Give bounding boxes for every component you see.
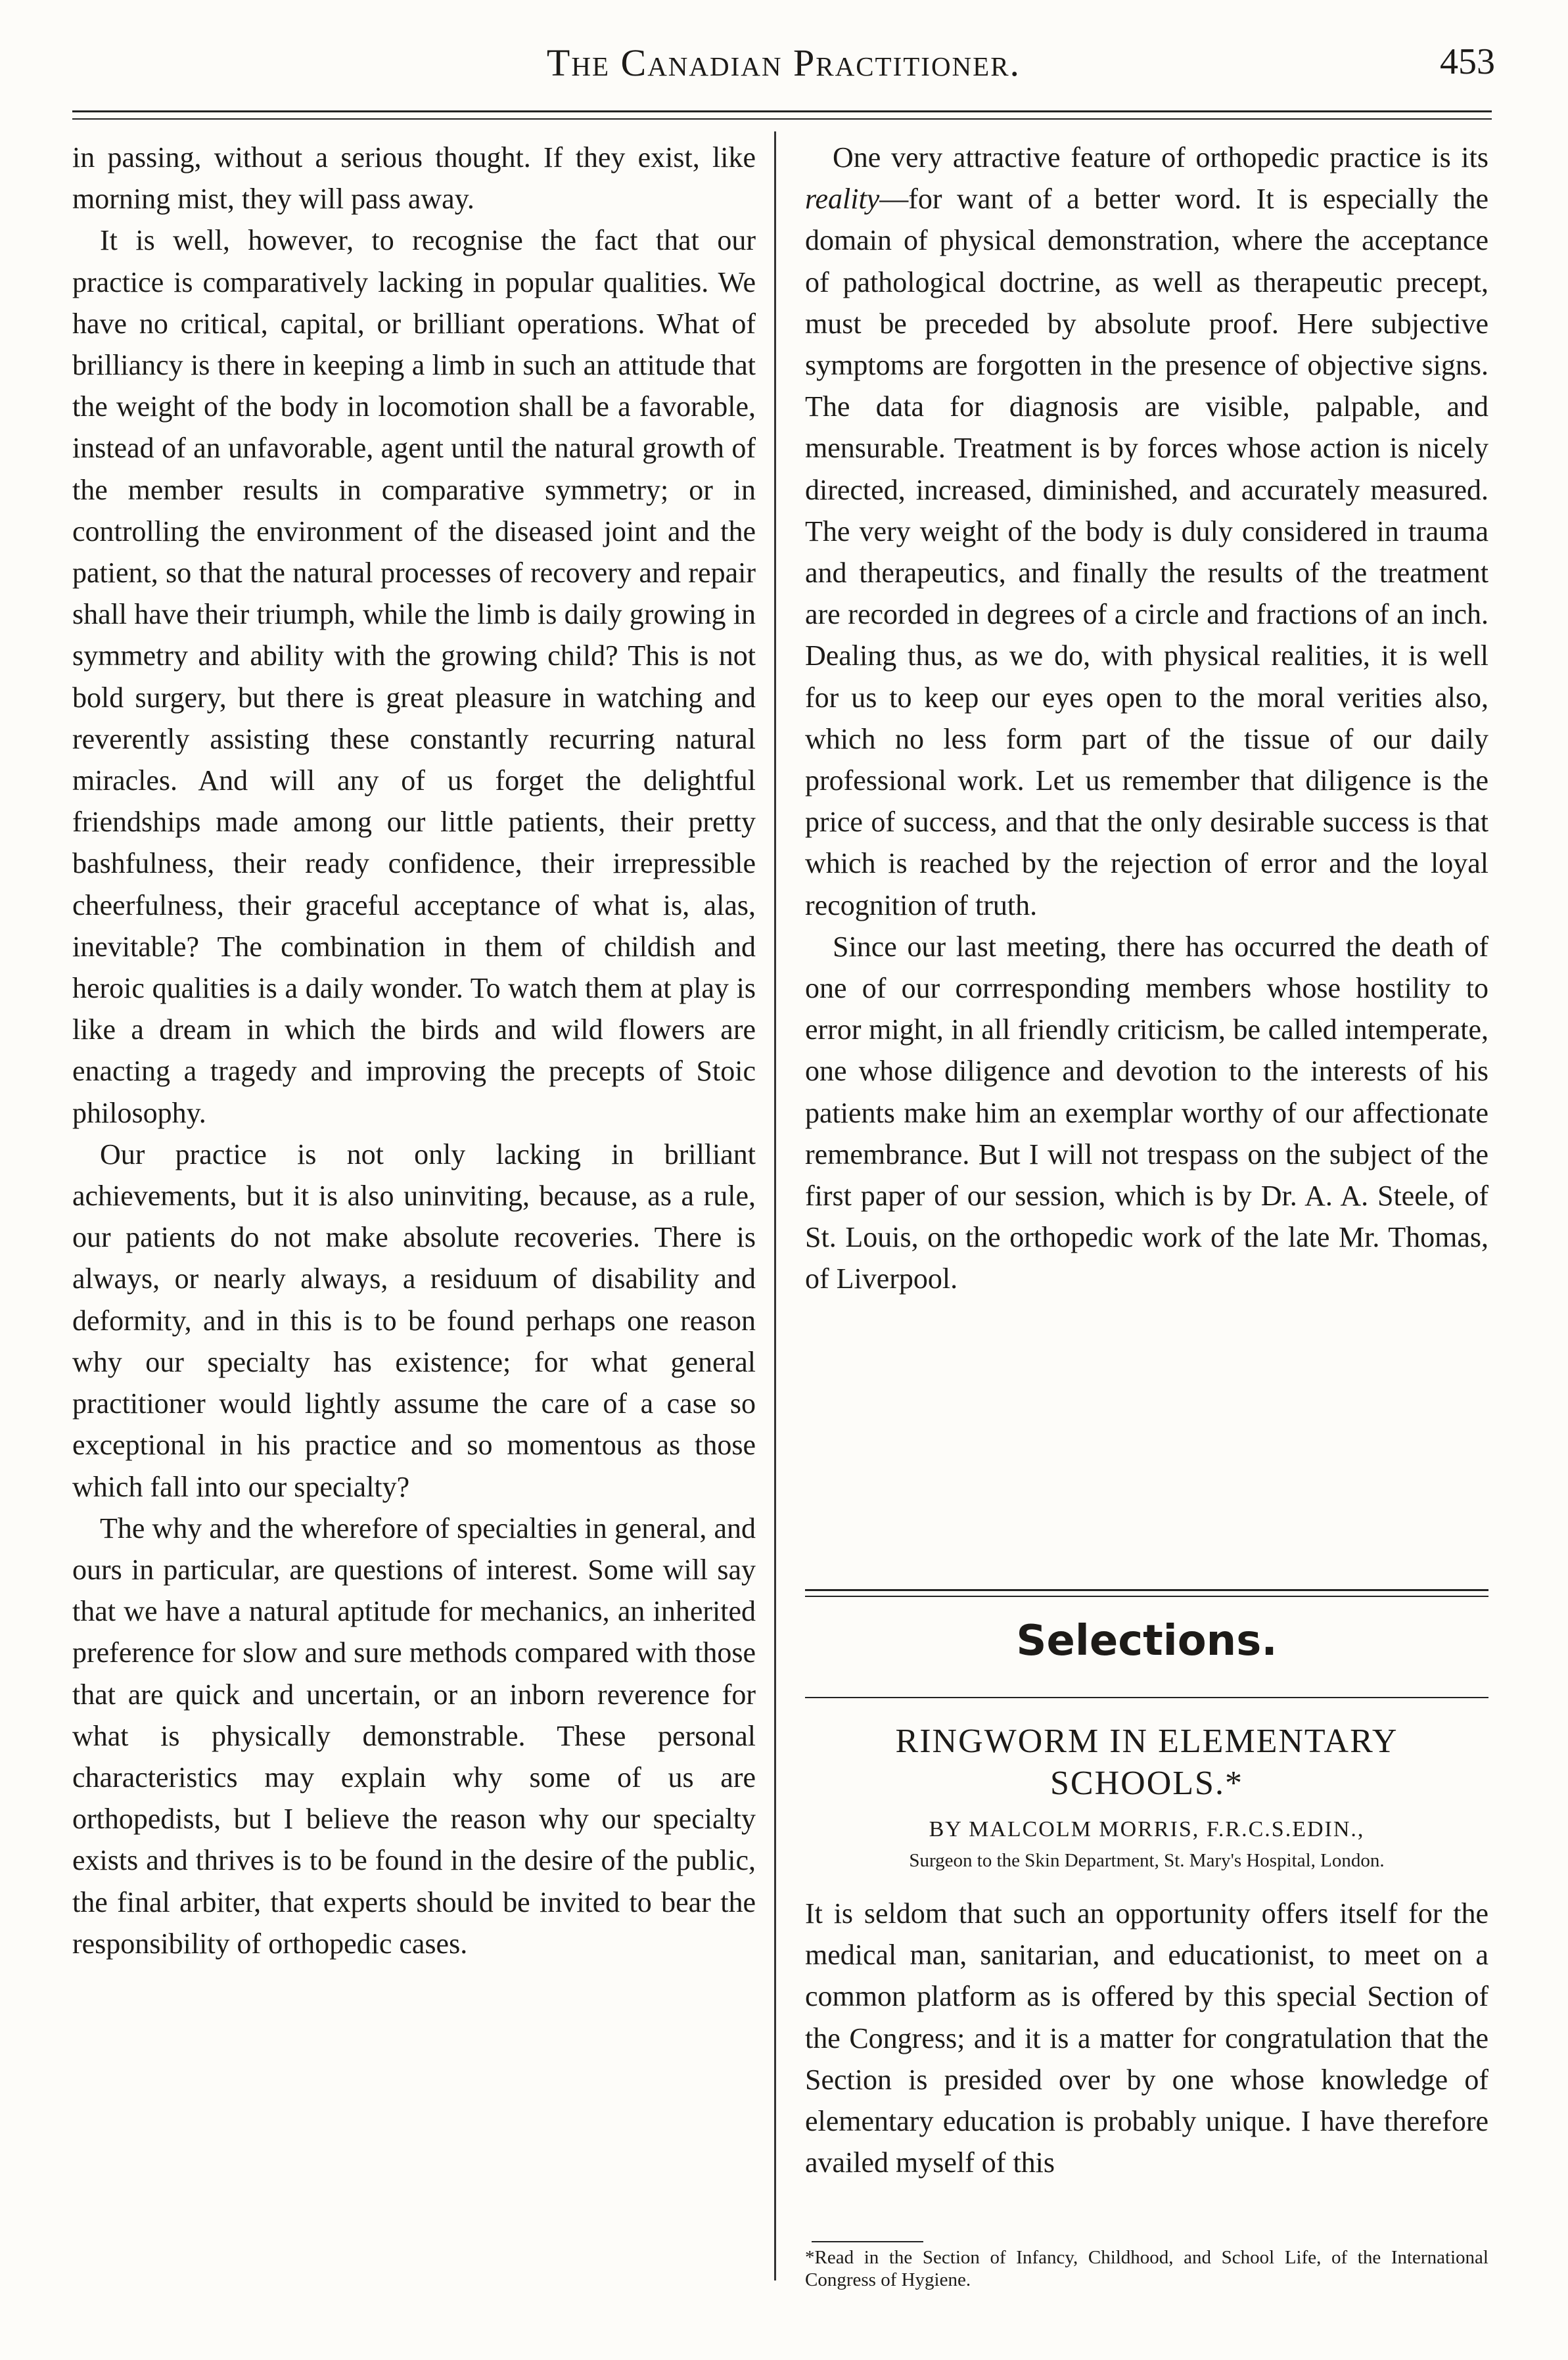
text-run: —for want of a better word. It is especially the domain of physical demonstration, where the acceptance of pathological doctrine, as well as therapeutic precept, must be preceded by absolute proof. Here subjective symptoms are forgotten in the presence of objective signs. The data for diagnosis are visible, palpable, and mensurable. Treatment is by forces whose action is nicely directed, increased, diminished, and accurately measured. The very weight of the body is duly considered in trauma and therapeutics, and finally the results of the treatment are recorded in degrees of a circle and fractions of an inch. Dealing thus, as we do, with physical realities, it is well for us to keep our eyes open to the moral verities also, which no less form part of the tissue of our daily professional work. Let us remember that diligence is the price of success, and that the only desirable success is that which is reached by the rejection of error and the loyal recognition of truth. <box>805 183 1488 921</box>
header-rule-thin <box>72 118 1492 120</box>
section-rule <box>805 1589 1488 1591</box>
article-title: RINGWORM IN ELEMENTARY SCHOOLS.* <box>895 1723 1398 1802</box>
italic-word: reality <box>805 183 880 216</box>
journal-title: The Canadian Practitioner. <box>546 41 1021 84</box>
footnote-rule <box>812 2241 923 2242</box>
running-head <box>72 41 1495 106</box>
page-number: 453 <box>1440 41 1495 82</box>
byline: BY MALCOLM MORRIS, F.R.C.S.EDIN., <box>929 1817 1365 1841</box>
paragraph: in passing, without a serious thought. If they exist, like morning mist, they will pass away. <box>72 141 756 216</box>
paragraph: Since our last meeting, there has occurred the death of one of our corrresponding members whose hostility to error might, in all friendly criticism, be called intemperate, one whose diligence and devotion to the interests of his patients make him an exemplar worthy of our affectionate remembrance. But I will not trespass on the subject of the first paper of our session, which is by Dr. A. A. Steele, of St. Louis, on the orthopedic work of the late Mr. Thomas, of Liverpool. <box>805 930 1488 1295</box>
paragraph: Our practice is not only lacking in brilliant achievements, but it is also uninviting, because, as a rule, our patients do not make absolute recoveries. There is always, or nearly always, a residuum of disability and deformity, and in this is to be found perhaps one reason why our specialty has existence; for what general practitioner would lightly assume the care of a case so exceptional in his practice and so momentous as those which fall into our specialty? <box>72 1138 756 1503</box>
paragraph: The why and the wherefore of specialties in general, and ours in particular, are questions of interest. Some will say that we have a natural aptitude for mechanics, an inherited preference for slow and sure methods compared with those that are quick and uncertain, or an inborn reverence for what is physically demonstrable. These personal characteristics may explain why some of us are orthopedists, but I believe the reason why our specialty exists and thrives is to be found in the desire of the public, the final arbiter, that experts should be invited to bear the responsibility of orthopedic cases. <box>72 1512 756 1960</box>
text-run: One very attractive feature of orthopedic practice is its <box>833 141 1488 174</box>
section-title-rule <box>805 1697 1488 1698</box>
section-rule-thin <box>805 1596 1488 1597</box>
paragraph <box>805 137 1488 926</box>
column-divider <box>774 131 776 2280</box>
footnote: *Read in the Section of Infancy, Childhood, and School Life, of the International Congress of Hygiene. <box>805 2247 1488 2290</box>
article-body: It is seldom that such an opportunity offers itself for the medical man, sanitarian, and educationist, to meet on a common platform as is offered by this special Section of the Congress; and it is a matter for congratulation that the Section is presided over by one whose knowledge of elementary education is probably unique. I have therefore availed myself of this <box>805 1897 1488 2179</box>
paragraph: It is well, however, to recognise the fact that our practice is comparatively lacking in popular qualities. We have no critical, capital, or brilliant operations. What of brilliancy is there in keeping a limb in such an attitude that the weight of the body in locomotion shall be a favorable, instead of an unfavorable, agent until the natural growth of the member results in comparative symmetry; or in controlling the environment of the diseased joint and the patient, so that the natural processes of recovery and repair shall have their triumph, while the limb is daily growing in symmetry and ability with the growing child? This is not bold surgery, but there is great pleasure in watching and reverently assisting these constantly recurring natural miracles. And will any of us forget the delightful friendships made among our little patients, their pretty bashfulness, their ready confidence, their irrepressible cheerfulness, their graceful acceptance of what is, alas, inevitable? The combination in them of childish and heroic qualities is a daily wonder. To watch them at play is like a dream in which the birds and wild flowers are enacting a tragedy and improving the precepts of Stoic philosophy. <box>72 224 756 1129</box>
right-column <box>805 137 1488 1300</box>
left-column <box>72 137 756 1964</box>
header-rule <box>72 110 1492 112</box>
section-title: Selections. <box>1016 1617 1278 1665</box>
affiliation: Surgeon to the Skin Department, St. Mary's Hospital, London. <box>909 1850 1385 1871</box>
